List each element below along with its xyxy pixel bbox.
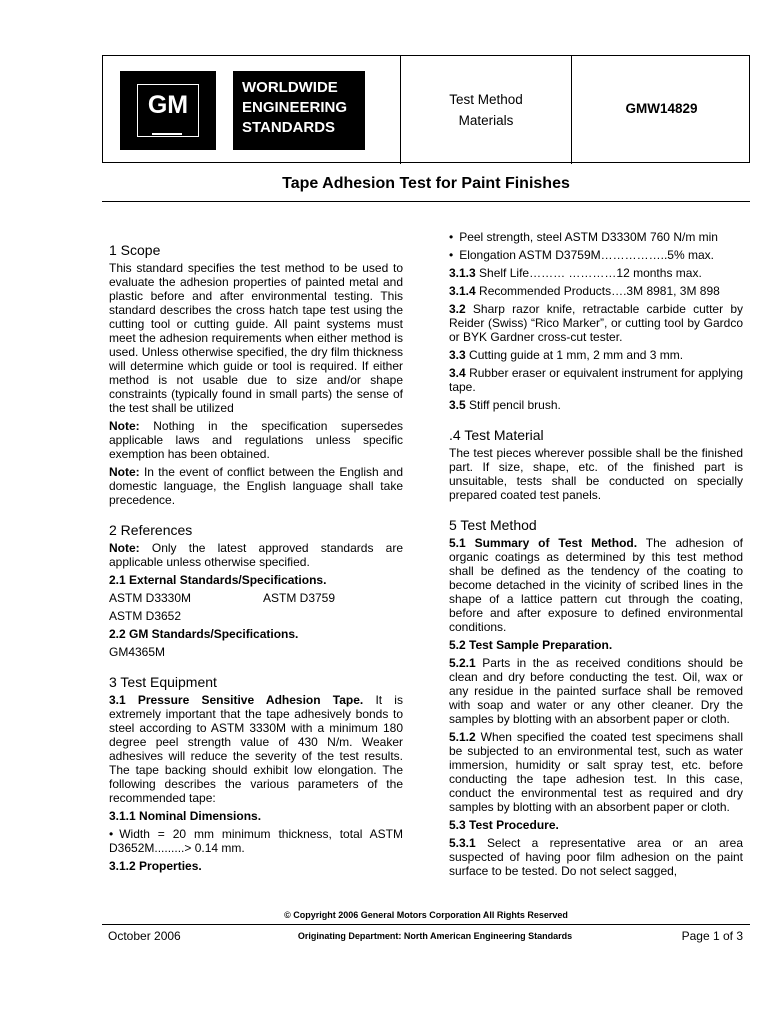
property-bullet: • Peel strength, steel ASTM D3330M 760 N/m min xyxy=(449,230,743,244)
footer-department: Originating Department: North American Engineering Standards xyxy=(297,931,573,941)
scope-text: This standard specifies the test method to be used to evaluate the adhesion properties of painted metal and plastic before and after environmental testing. This standard describes the cross hatch tape test using the cutting tool or cutting guide. All paint systems must meet the adhesion requirements when either method is used. Unless otherwise specified, the dry film thickness will determine which guide or tool is required. If either method is not usable due to size and/or shape constraints (typically found in small parts) the sense of the test shall be utilized xyxy=(109,261,403,415)
right-column xyxy=(449,230,743,882)
external-standards-heading: 2.1 External Standards/Specifications. xyxy=(109,573,327,587)
org-line-2: ENGINEERING xyxy=(242,99,348,116)
property-bullet: • Elongation ASTM D3759M……………..5% max. xyxy=(449,248,743,262)
category-line-1: Test Method xyxy=(449,92,523,107)
document-number: GMW14829 xyxy=(625,101,698,116)
footer-rule xyxy=(102,924,750,925)
footer-date: October 2006 xyxy=(108,929,181,943)
org-line-3: STANDARDS xyxy=(242,119,336,136)
gm-logo-text: GM xyxy=(147,91,189,119)
standard-item: ASTM D3759 xyxy=(263,591,336,605)
shelf-life: 3.1.3 Shelf Life……… …………12 months max. xyxy=(449,266,702,280)
footer-page-number: Page 1 of 3 xyxy=(681,929,743,943)
category-line-2: Materials xyxy=(458,113,514,128)
eraser-paragraph: 3.4 Rubber eraser or equivalent instrument for applying tape. xyxy=(449,366,743,394)
note-2: Note: In the event of conflict between the English and domestic language, the English language shall take precedence. xyxy=(109,465,403,507)
recommended-products: 3.1.4 Recommended Products….3M 8981, 3M 898 xyxy=(449,284,720,298)
test-material-text: The test pieces wherever possible shall be the finished part. If size, shape, etc. of the finished part is unsuitable, tests shall be conducted on specially prepared coated test panels. xyxy=(449,446,743,502)
org-name xyxy=(233,71,365,150)
cutting-guide-paragraph: 3.3 Cutting guide at 1 mm, 2 mm and 3 mm. xyxy=(449,348,684,362)
sample-preparation-paragraph: 5.2.1 Parts in the as received conditions should be clean and dry before conducting the test. Oil, wax or any residue in the painted surface shall be removed with soap and water or any other cleaner. Dry the samples by blotting with an absorbent paper or cloth. xyxy=(449,656,743,726)
sample-preparation-heading: 5.2 Test Sample Preparation. xyxy=(449,638,613,652)
gm-standards-heading: 2.2 GM Standards/Specifications. xyxy=(109,627,299,641)
brush-paragraph: 3.5 Stiff pencil brush. xyxy=(449,398,561,412)
section-heading-equipment: 3 Test Equipment xyxy=(109,674,217,690)
cutter-paragraph: 3.2 Sharp razor knife, retractable carbide cutter by Reider (Swiss) “Rico Marker”, or cutting tool by Gardco or BYK Gardner cross-cut tester. xyxy=(449,302,743,344)
test-procedure-heading: 5.3 Test Procedure. xyxy=(449,818,559,832)
note-1: Note: Nothing in the specification supersedes applicable laws and regulations unless specific exemption has been obtained. xyxy=(109,419,403,461)
copyright-notice: © Copyright 2006 General Motors Corporation All Rights Reserved xyxy=(284,910,568,920)
properties-heading: 3.1.2 Properties. xyxy=(109,859,202,873)
gm-logo xyxy=(120,71,216,150)
left-column xyxy=(109,243,403,877)
environmental-test-paragraph: 5.1.2 When specified the coated test specimens shall be subjected to an environmental test, such as water immersion, humidity or salt spray test, etc. before conducting the tape adhesion test. In this case, conduct the environmental test as required and dry samples by blotting with an absorbent paper or cloth. xyxy=(449,730,743,814)
document-title: Tape Adhesion Test for Paint Finishes xyxy=(282,175,570,192)
nominal-dimensions-heading: 3.1.1 Nominal Dimensions. xyxy=(109,809,262,823)
standard-item: ASTM D3330M xyxy=(109,591,192,605)
org-line-1: WORLDWIDE xyxy=(242,79,338,96)
summary-paragraph: 5.1 Summary of Test Method. The adhesion of organic coatings as determined by this test method shall be defined as the tendency of the coating to become detached in the vicinity of scribed lines in the shape of a lattice pattern cut through the coating, before and after exposure to defined environmental conditions. xyxy=(449,536,744,634)
document-header xyxy=(102,55,750,163)
section-heading-test-material: .4 Test Material xyxy=(449,427,544,443)
section-heading-test-method: 5 Test Method xyxy=(449,517,537,533)
external-standards-list xyxy=(109,591,403,605)
standard-item: GM4365M xyxy=(109,645,166,659)
section-heading-scope: 1 Scope xyxy=(109,242,161,258)
dimension-bullet: • Width = 20 mm minimum thickness, total ASTM D3652M.........> 0.14 mm. xyxy=(109,827,403,855)
document-category xyxy=(401,89,571,131)
tape-paragraph: 3.1 Pressure Sensitive Adhesion Tape. It is extremely important that the tape adhesively bonds to steel according to ASTM 3330M with a minimum 180 degree peel strength value of 430 N/m. Weaker adhesives will reduce the severity of the test results. The tape backing should exhibit low elongation. The following describes the various parameters of the recommended tape: xyxy=(109,693,403,805)
procedure-paragraph: 5.3.1 Select a representative area or an area suspected of having poor film adhesion on the paint surface to be tested. Do not select sagged, xyxy=(449,836,743,878)
references-note: Note: Only the latest approved standards are applicable unless otherwise specified. xyxy=(109,541,403,569)
title-rule xyxy=(102,201,750,202)
section-heading-references: 2 References xyxy=(109,522,193,538)
standard-item: ASTM D3652 xyxy=(109,609,182,623)
